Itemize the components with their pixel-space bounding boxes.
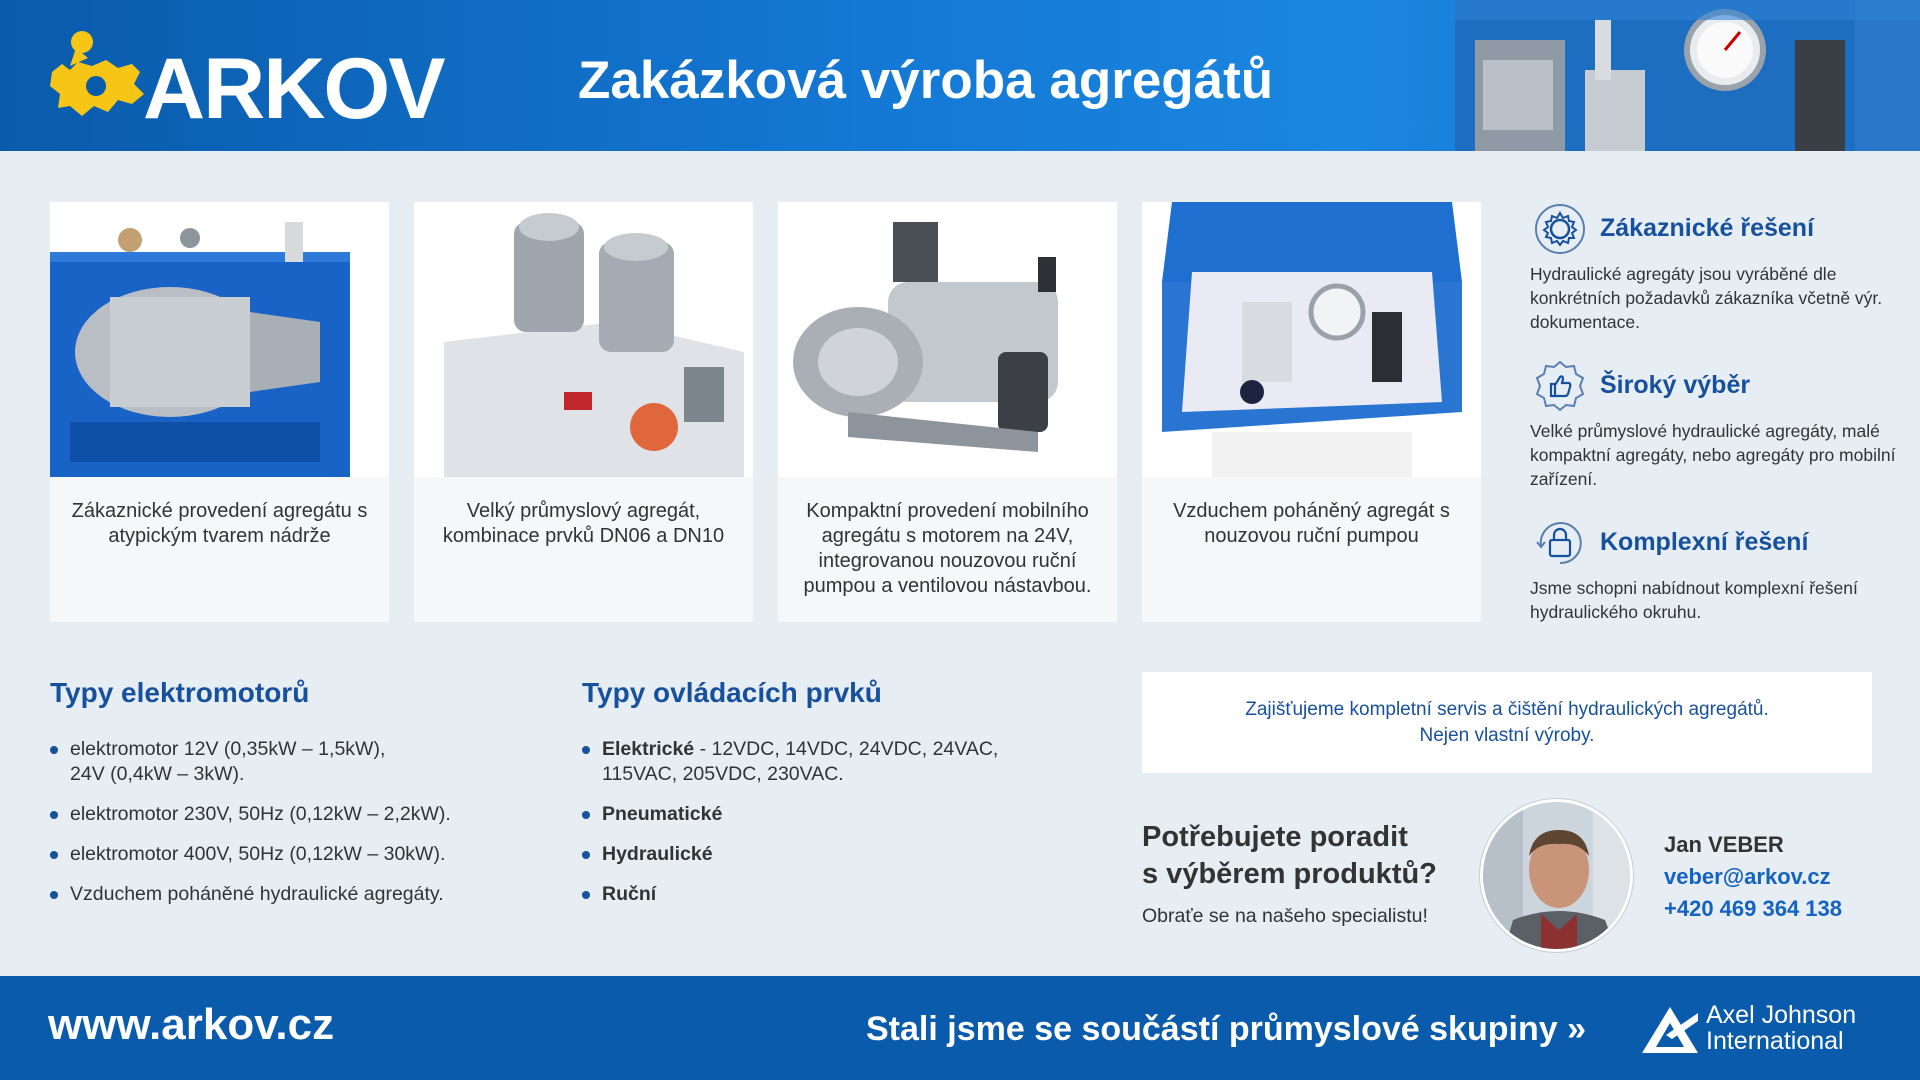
group-membership-link[interactable]: Stali jsme se součástí průmyslové skupiny » bbox=[866, 1010, 1586, 1048]
product-photo bbox=[778, 202, 1117, 477]
partner-name: Axel Johnson International bbox=[1706, 1001, 1857, 1055]
service-line: Nejen vlastní výroby. bbox=[1419, 724, 1595, 746]
feature-desc: Velké průmyslové hydraulické agregáty, malé kompaktní agregáty, nebo agregáty pro mobilní zařízení. bbox=[1530, 421, 1896, 489]
product-photo bbox=[1142, 202, 1481, 477]
product-caption: Zákaznické provedení agregátu s atypickým tvarem nádrže bbox=[71, 500, 368, 547]
list-item: Ruční bbox=[582, 882, 1082, 907]
page-title: Zakázková výroba agregátů bbox=[578, 51, 1274, 110]
header-product-photo bbox=[1455, 0, 1920, 151]
list-item: elektromotor 400V, 50Hz (0,12kW – 30kW). bbox=[50, 842, 550, 867]
product-caption: Vzduchem poháněný agregát s nouzovou ruční pumpou bbox=[1173, 500, 1450, 547]
feature-desc: Hydraulické agregáty jsou vyráběné dle konkrétních požadavků zákazníka včetně výr. dokumentace. bbox=[1530, 264, 1883, 332]
specialist-avatar bbox=[1480, 799, 1633, 952]
list-item: elektromotor 230V, 50Hz (0,12kW – 2,2kW). bbox=[50, 802, 550, 827]
list-item: Hydraulické bbox=[582, 842, 1082, 867]
product-caption: Kompaktní provedení mobilního agregátu s motorem na 24V, integrovanou nouzovou ruční pumpou a ventilovou nástavbou. bbox=[803, 500, 1092, 597]
product-photo bbox=[414, 202, 753, 477]
service-line: Zajišťujeme kompletní servis a čištění hydraulických agregátů. bbox=[1245, 698, 1769, 720]
gear-icon bbox=[1533, 202, 1587, 256]
contact-subtitle: Obraťe se na našeho specialistu! bbox=[1142, 905, 1428, 927]
product-caption: Velký průmyslový agregát, kombinace prvků DN06 a DN10 bbox=[442, 500, 725, 547]
control-types-title: Typy ovládacích prvků bbox=[582, 677, 882, 708]
list-item: elektromotor 12V (0,35kW – 1,5kW), 24V (0,4kW – 3kW). bbox=[50, 737, 550, 787]
footer-bar bbox=[0, 976, 1920, 1080]
thumbs-up-icon bbox=[1533, 359, 1587, 413]
feature-title: Zákaznické řešení bbox=[1600, 214, 1815, 242]
axel-johnson-logo[interactable] bbox=[1640, 1002, 1880, 1058]
product-card-2[interactable] bbox=[414, 202, 753, 622]
specialist-name: Jan VEBER bbox=[1664, 832, 1784, 857]
motor-types-list bbox=[50, 737, 550, 922]
axel-johnson-triangle-icon bbox=[1640, 1005, 1700, 1055]
arkov-logo[interactable] bbox=[48, 24, 444, 137]
product-photo bbox=[50, 202, 389, 477]
feature-wide-selection bbox=[1530, 359, 1900, 489]
header-banner bbox=[0, 0, 1920, 151]
list-item: Vzduchem poháněné hydraulické agregáty. bbox=[50, 882, 550, 907]
control-types-list bbox=[582, 737, 1082, 922]
feature-complex-solution bbox=[1530, 516, 1900, 626]
specialist-phone-link[interactable]: +420 469 364 138 bbox=[1664, 896, 1843, 921]
specialist-email-link[interactable]: veber@arkov.cz bbox=[1664, 864, 1831, 889]
list-item: Pneumatické bbox=[582, 802, 1082, 827]
feature-custom-solution bbox=[1530, 202, 1900, 332]
motor-types-title: Typy elektromotorů bbox=[50, 677, 310, 708]
lock-icon bbox=[1533, 516, 1587, 570]
feature-desc: Jsme schopni nabídnout komplexní řešení hydraulického okruhu. bbox=[1530, 578, 1858, 622]
product-card-4[interactable] bbox=[1142, 202, 1481, 622]
feature-title: Široký výběr bbox=[1600, 371, 1751, 399]
product-card-3[interactable] bbox=[778, 202, 1117, 622]
product-card-1[interactable] bbox=[50, 202, 389, 622]
contact-question: Potřebujete poradit s výběrem produktů? bbox=[1142, 821, 1437, 890]
logo-text: ARKOV bbox=[143, 41, 444, 137]
service-info-box bbox=[1142, 672, 1872, 773]
feature-title: Komplexní řešení bbox=[1600, 528, 1809, 556]
list-item: Elektrické - 12VDC, 14VDC, 24VDC, 24VAC, 115VAC, 205VDC, 230VAC. bbox=[582, 737, 1082, 787]
hydraulic-unit-image bbox=[1455, 0, 1920, 151]
website-link[interactable]: www.arkov.cz bbox=[48, 1000, 335, 1049]
